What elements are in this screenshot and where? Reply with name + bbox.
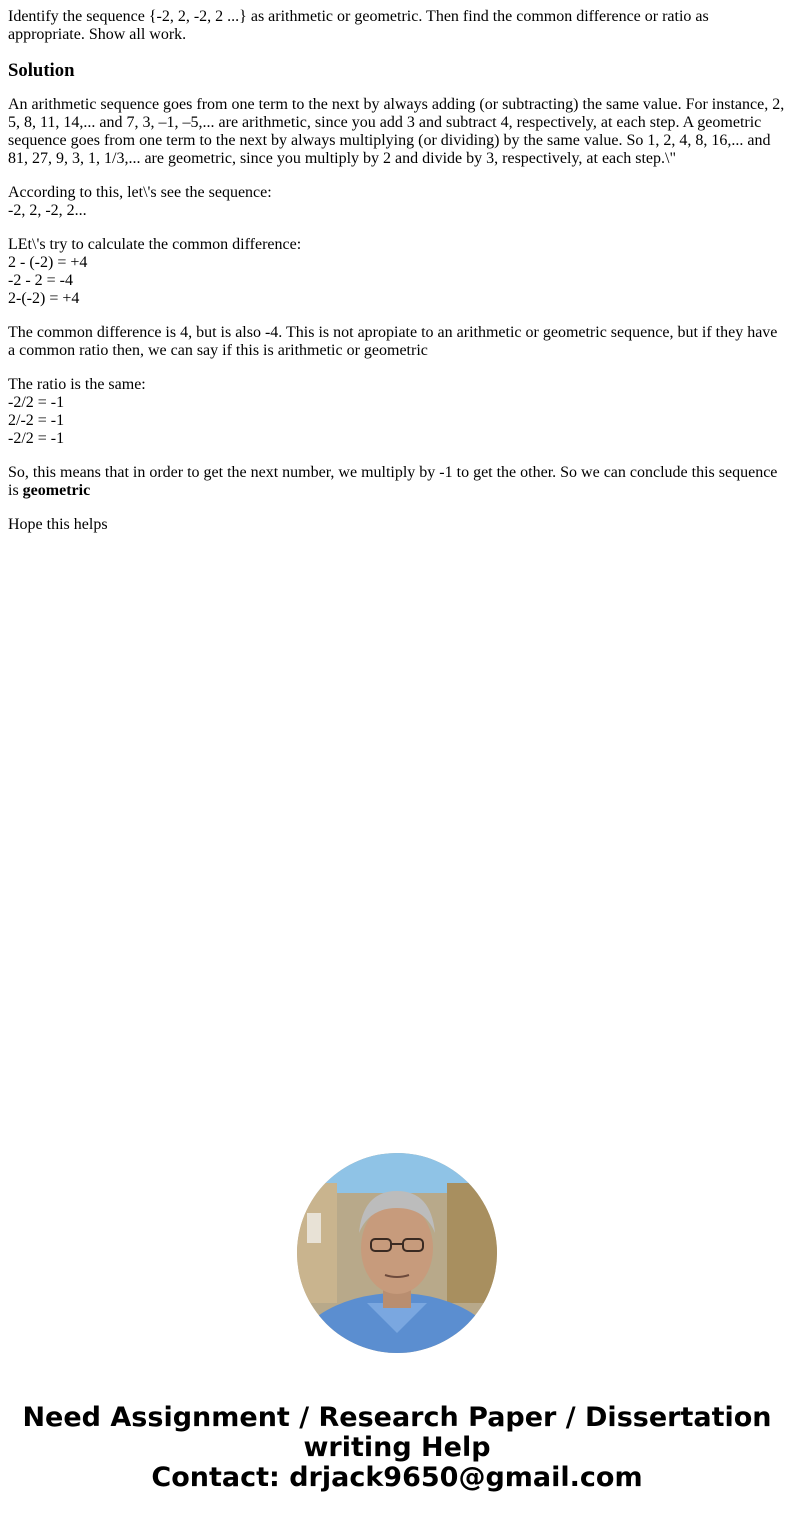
conclusion-text: So, this means that in order to get the next number, we multiply by -1 to get the other. So we can conclude this sequence is — [8, 464, 778, 499]
ratio-calc-line: -2/2 = -1 — [8, 394, 65, 411]
intro-paragraph: An arithmetic sequence goes from one term to the next by always adding (or subtracting) the same value. For instance, 2, 5, 8, 11, 14,... and 7, 3, –1, –5,... are arithmetic, since you add 3 and subtract 4, respectively, at each step. A geometric sequence goes from one term to the next by always multiplying (or dividing) by the same value. So 1, 2, 4, 8, 16,... and 81, 27, 9, 3, 1, 1/3,... are geometric, since you multiply by 2 and divide by 3, respectively, at each step.\" — [8, 96, 785, 167]
ratio-calc-line: -2/2 = -1 — [8, 430, 65, 447]
difference-calc-line: 2-(-2) = +4 — [8, 290, 80, 307]
ratio-calc-line: 2/-2 = -1 — [8, 412, 65, 429]
footer-contact-line: Contact: drjack9650@gmail.com — [151, 1462, 643, 1493]
difference-calc-line: -2 - 2 = -4 — [8, 272, 74, 289]
conclusion-paragraph — [8, 464, 786, 500]
difference-note-paragraph: The common difference is 4, but is also -4. This is not apropiate to an arithmetic or geometric sequence, but if they have a common ratio then, we can say if this is arithmetic or geometric — [8, 324, 778, 359]
author-avatar — [297, 1153, 497, 1353]
according-line: According to this, let\'s see the sequence: — [8, 184, 272, 201]
footer-line: writing Help — [303, 1432, 491, 1463]
conclusion-bold-word: geometric — [22, 482, 91, 499]
difference-paragraph — [8, 236, 786, 308]
according-paragraph — [8, 184, 786, 220]
closing-paragraph: Hope this helps — [8, 516, 108, 533]
footer-banner — [0, 1403, 794, 1493]
sequence-line: -2, 2, -2, 2... — [8, 202, 87, 219]
ratio-paragraph — [8, 376, 786, 448]
author-portrait-image — [297, 1153, 497, 1353]
question-text: Identify the sequence {-2, 2, -2, 2 ...} as arithmetic or geometric. Then find the common difference or ratio as appropriate. Show all work. — [8, 8, 709, 43]
ratio-intro-line: The ratio is the same: — [8, 376, 146, 393]
solution-heading: Solution — [8, 60, 75, 81]
difference-calc-line: 2 - (-2) = +4 — [8, 254, 88, 271]
difference-intro-line: LEt\'s try to calculate the common difference: — [8, 236, 302, 253]
footer-line: Need Assignment / Research Paper / Dissertation — [22, 1402, 772, 1433]
document-body — [8, 8, 786, 550]
